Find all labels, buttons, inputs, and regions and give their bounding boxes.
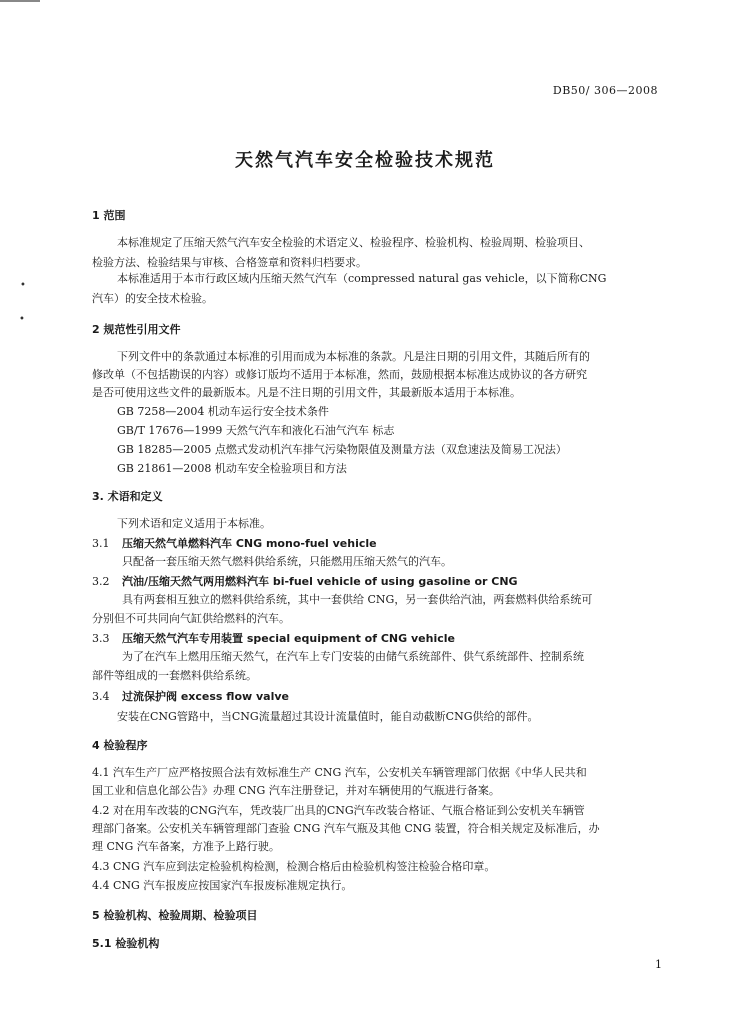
term-3-2-title: 汽油/压缩天然气两用燃料汽车 bi-fuel vehicle of using gasoline or CNG [122, 575, 518, 588]
clause-4-2: 理 CNG 汽车备案，方准予上路行驶。 [92, 840, 280, 853]
section-1-paragraph: 检验方法、检验结果与审核、合格签章和资料归档要求。 [92, 256, 367, 269]
term-3-3-number: 3.3 [92, 632, 110, 645]
clause-4-2: 理部门备案。公安机关车辆管理部门查验 CNG 汽车气瓶及其他 CNG 装置，符合相关规定及标准后，办 [92, 822, 600, 835]
clause-4-1: 国工业和信息化部公告》办理 CNG 汽车注册登记，并对车辆使用的气瓶进行备案。 [92, 784, 500, 797]
term-3-1-definition: 只配备一套压缩天然气燃料供给系统，只能燃用压缩天然气的汽车。 [122, 555, 452, 568]
document-title: 天然气汽车安全检验技术规范 [235, 150, 495, 171]
term-3-4-number: 3.4 [92, 690, 110, 703]
section-1-paragraph: 汽车）的安全技术检验。 [92, 292, 213, 305]
section-4-heading: 4 检验程序 [92, 739, 148, 752]
scan-speck: • [20, 280, 26, 291]
page-number: 1 [655, 958, 662, 971]
term-3-2-definition: 分别但不可共同向气缸供给燃料的汽车。 [92, 612, 290, 625]
section-5-heading: 5 检验机构、检验周期、检验项目 [92, 909, 258, 922]
section-1-paragraph: 本标准规定了压缩天然气汽车安全检验的术语定义、检验程序、检验机构、检验周期、检验项目、 [117, 236, 590, 249]
section-2-paragraph: 下列文件中的条款通过本标准的引用而成为本标准的条款。凡是注日期的引用文件，其随后所有的 [117, 350, 590, 363]
term-3-3-definition: 为了在汽车上燃用压缩天然气，在汽车上专门安装的由储气系统部件、供气系统部件、控制系统 [122, 650, 584, 663]
standard-number: DB50/ 306—2008 [552, 84, 658, 97]
section-1-paragraph: 本标准适用于本市行政区域内压缩天然气汽车（compressed natural gas vehicle，以下简称CNG [117, 272, 607, 285]
scan-corner-mark [0, 0, 40, 6]
section-3-heading: 3. 术语和定义 [92, 490, 163, 503]
term-3-1-title: 压缩天然气单燃料汽车 CNG mono-fuel vehicle [122, 537, 377, 550]
term-3-3-definition: 部件等组成的一套燃料供给系统。 [92, 669, 257, 682]
term-3-3-title: 压缩天然气汽车专用装置 special equipment of CNG vehicle [122, 632, 455, 645]
section-1-heading: 1 范围 [92, 209, 126, 222]
scan-speck: • [19, 314, 25, 325]
section-2-heading: 2 规范性引用文件 [92, 323, 181, 336]
subsection-5-1-heading: 5.1 检验机构 [92, 937, 160, 950]
clause-4-3: 4.3 CNG 汽车应到法定检验机构检测，检测合格后由检验机构签注检验合格印章。 [92, 860, 496, 873]
section-2-paragraph: 是否可使用这些文件的最新版本。凡是不注日期的引用文件，其最新版本适用于本标准。 [92, 386, 521, 399]
reference-item: GB 18285—2005 点燃式发动机汽车排气污染物限值及测量方法（双怠速法及简易工况法） [117, 443, 567, 456]
term-3-4-definition: 安装在CNG管路中，当CNG流量超过其设计流量值时，能自动截断CNG供给的部件。 [117, 710, 539, 723]
clause-4-4: 4.4 CNG 汽车报废应按国家汽车报废标准规定执行。 [92, 879, 353, 892]
section-2-paragraph: 修改单（不包括勘误的内容）或修订版均不适用于本标准，然而，鼓励根据本标准达成协议的各方研究 [92, 368, 587, 381]
term-3-2-definition: 具有两套相互独立的燃料供给系统，其中一套供给 CNG，另一套供给汽油，两套燃料供给系统可 [122, 593, 593, 606]
term-3-1-number: 3.1 [92, 537, 110, 550]
term-3-2-number: 3.2 [92, 575, 110, 588]
reference-item: GB 7258—2004 机动车运行安全技术条件 [117, 405, 329, 418]
reference-item: GB/T 17676—1999 天然气汽车和液化石油气汽车 标志 [117, 424, 395, 437]
clause-4-1: 4.1 汽车生产厂应严格按照合法有效标准生产 CNG 汽车，公安机关车辆管理部门依据《中华人民共和 [92, 766, 587, 779]
reference-item: GB 21861—2008 机动车安全检验项目和方法 [117, 462, 347, 475]
section-3-intro: 下列术语和定义适用于本标准。 [117, 517, 271, 530]
term-3-4-title: 过流保护阀 excess flow valve [122, 690, 289, 703]
clause-4-2: 4.2 对在用车改装的CNG汽车，凭改装厂出具的CNG汽车改装合格证、气瓶合格证到公安机关车辆管 [92, 804, 585, 817]
